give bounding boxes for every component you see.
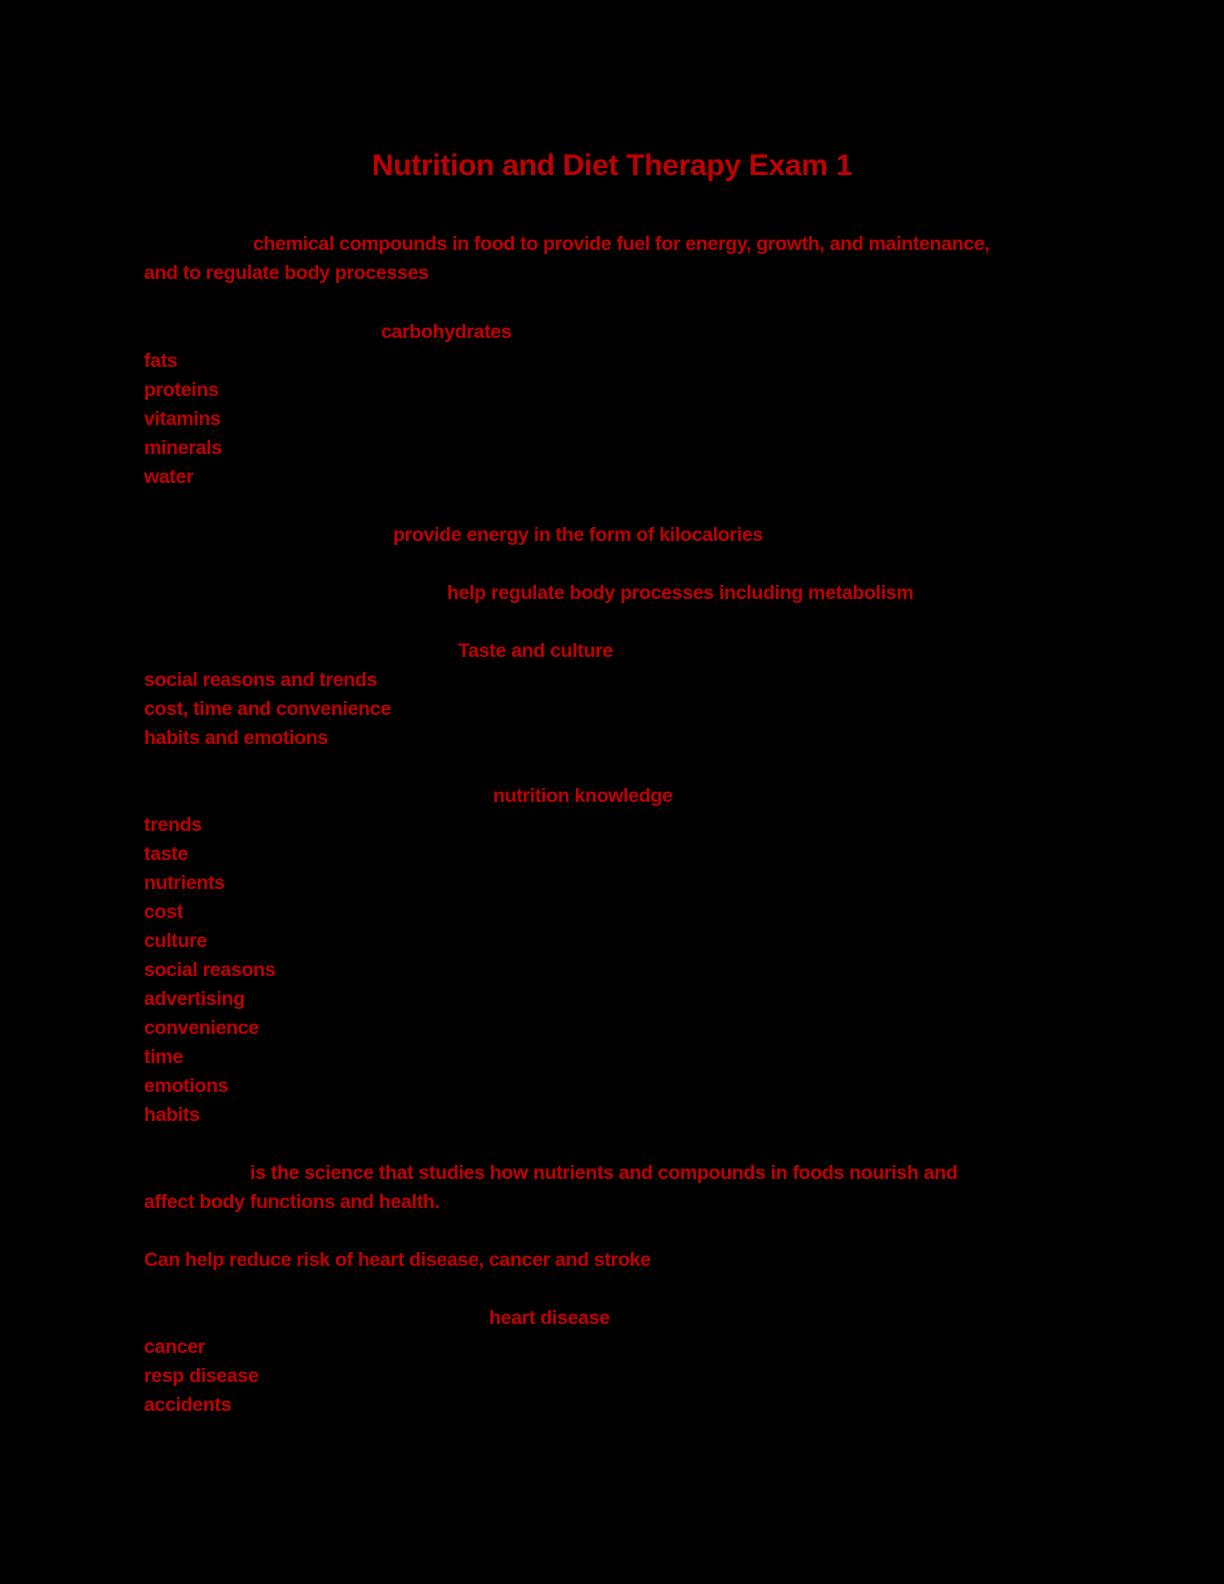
list-item: fats bbox=[144, 350, 178, 372]
list-item: resp disease bbox=[144, 1365, 259, 1387]
list-item: social reasons bbox=[144, 959, 276, 981]
answer-text: carbohydrates bbox=[381, 321, 512, 343]
answer-text: chemical compounds in food to provide fuel for energy, growth, and maintenance, bbox=[253, 233, 990, 255]
answer-text: heart disease bbox=[489, 1307, 610, 1329]
list-item: minerals bbox=[144, 437, 222, 459]
list-item: social reasons and trends bbox=[144, 669, 378, 691]
answer-text: help regulate body processes including metabolism bbox=[447, 582, 914, 604]
list-item: cancer bbox=[144, 1336, 206, 1358]
list-item: vitamins bbox=[144, 408, 221, 430]
answer-text: Taste and culture bbox=[458, 640, 613, 662]
list-item: time bbox=[144, 1046, 183, 1068]
list-item: accidents bbox=[144, 1394, 232, 1416]
list-item: advertising bbox=[144, 988, 245, 1010]
answer-text: nutrition knowledge bbox=[493, 785, 673, 807]
list-item: nutrients bbox=[144, 872, 225, 894]
list-item: emotions bbox=[144, 1075, 229, 1097]
answer-text: and to regulate body processes bbox=[144, 262, 429, 284]
list-item: water bbox=[144, 466, 194, 488]
list-item: culture bbox=[144, 930, 207, 952]
list-item: convenience bbox=[144, 1017, 259, 1039]
answer-text: provide energy in the form of kilocalories bbox=[393, 524, 763, 546]
document-title: Nutrition and Diet Therapy Exam 1 bbox=[371, 149, 853, 182]
list-item: habits and emotions bbox=[144, 727, 328, 749]
answer-text: Can help reduce risk of heart disease, cancer and stroke bbox=[144, 1249, 651, 1271]
list-item: cost, time and convenience bbox=[144, 698, 391, 720]
list-item: taste bbox=[144, 843, 189, 865]
answer-text: is the science that studies how nutrients and compounds in foods nourish and bbox=[250, 1162, 958, 1184]
list-item: habits bbox=[144, 1104, 200, 1126]
list-item: cost bbox=[144, 901, 183, 923]
list-item: proteins bbox=[144, 379, 219, 401]
list-item: trends bbox=[144, 814, 202, 836]
answer-text: affect body functions and health. bbox=[144, 1191, 440, 1213]
